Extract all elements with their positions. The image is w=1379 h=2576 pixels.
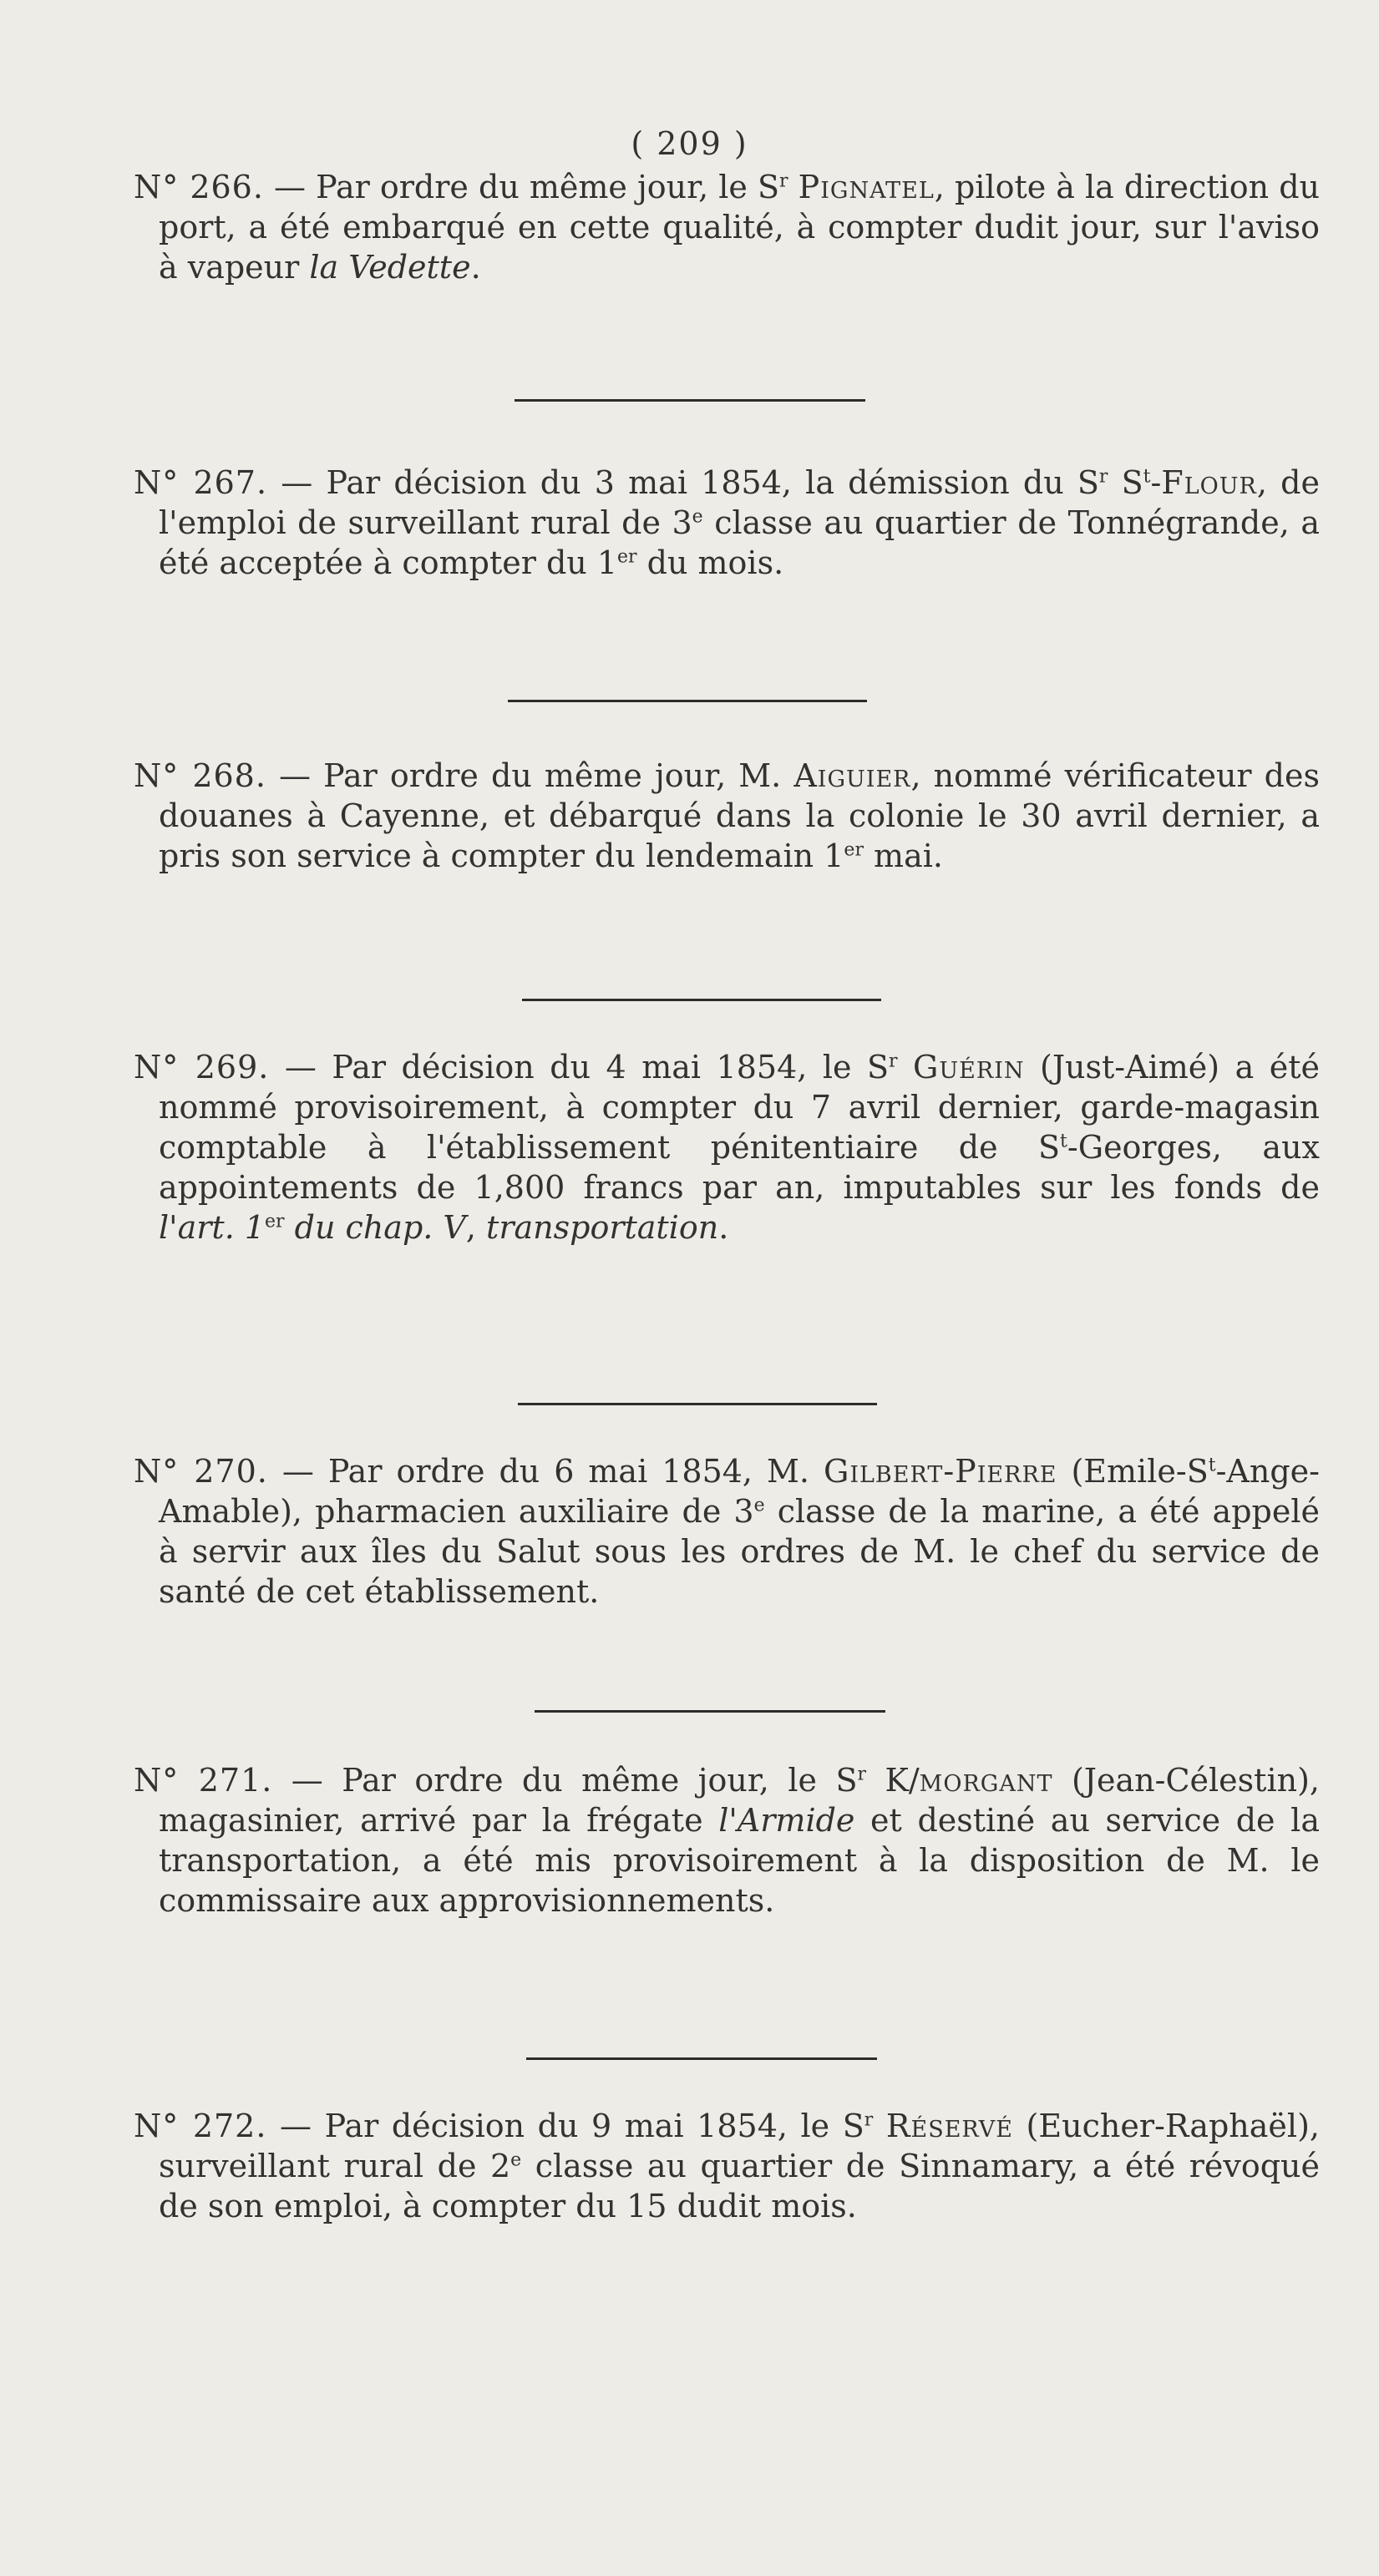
- entry-number: N° 266.: [134, 169, 264, 205]
- entry-number: N° 269.: [134, 1049, 270, 1086]
- page-number: ( 209 ): [631, 125, 748, 162]
- separator-rule: [522, 999, 881, 1001]
- entry-272: N° 272. — Par décision du 9 mai 1854, le $S^r$ Réservé (Eucher-Raphaël), surveillant rural de 2e classe au quartier de Sinnamary, a été révoqué de son emploi, à compter du 15 dudit mois.: [134, 2108, 1320, 2224]
- separator-rule: [508, 700, 867, 702]
- separator-rule: [526, 2057, 877, 2060]
- entry-270: N° 270. — Par ordre du 6 mai 1854, M. Gilbert-Pierre $(Emile-S^t-Ange-Amable)$, pharmacien auxiliaire de 3e classe de la marine, a été appelé à servir aux îles du Salut sous les ordres de M. le chef du service de santé de cet établissement.: [134, 1453, 1320, 1610]
- person-name: morgant: [919, 1762, 1053, 1799]
- person-name: Gilbert-Pierre: [823, 1453, 1057, 1490]
- separator-rule: [535, 1710, 885, 1713]
- entry-268: N° 268. — Par ordre du même jour, M. Aiguier, nommé vérificateur des douanes à Cayenne, et débarqué dans la colonie le 30 avril dernier, a pris son service à compter du lendemain 1er mai.: [134, 757, 1320, 874]
- entry-269: N° 269. — Par décision du 4 mai 1854, le $S^r$ Guérin (Just-Aimé) a été nommé provisoirement, à compter du 7 avril dernier, garde-magasin comptable à l'établissement pénitentiaire de $S^t$-Georges, aux appointements de 1,800 francs par an, imputables sur les fonds de l'art. 1er du chap. V, transportation.: [134, 1049, 1320, 1246]
- person-name: Aiguier: [793, 757, 911, 794]
- entry-271: N° 271. — Par ordre du même jour, le $S^r$ K/morgant (Jean-Célestin), magasinier, arrivé par la frégate l'Armide et destiné au service de la transportation, a été mis provisoirement à la disposition de M. le commissaire aux approvisionnements.: [134, 1762, 1320, 1919]
- entry-number: N° 268.: [134, 757, 266, 794]
- person-name: Guérin: [913, 1049, 1025, 1086]
- person-name: Réservé: [885, 2108, 1013, 2144]
- entry-number: N° 272.: [134, 2108, 267, 2144]
- person-name: Pignatel: [798, 169, 935, 205]
- entry-number: N° 271.: [134, 1762, 273, 1799]
- entry-number: N° 267.: [134, 464, 268, 501]
- separator-rule: [518, 1403, 877, 1405]
- person-name: Flour: [1161, 464, 1257, 501]
- entry-number: N° 270.: [134, 1453, 268, 1490]
- separator-rule: [515, 399, 865, 402]
- entry-267: N° 267. — Par décision du 3 mai 1854, la démission du $S^r$ $S^t$-Flour, de l'emploi de surveillant rural de 3e classe au quartier de Tonnégrande, a été acceptée à compter du 1er du mois.: [134, 464, 1320, 581]
- entry-266: N° 266. — Par ordre du même jour, le $S^r$ Pignatel, pilote à la direction du port, a été embarqué en cette qualité, à compter dudit jour, sur l'aviso à vapeur la Vedette.: [134, 169, 1320, 286]
